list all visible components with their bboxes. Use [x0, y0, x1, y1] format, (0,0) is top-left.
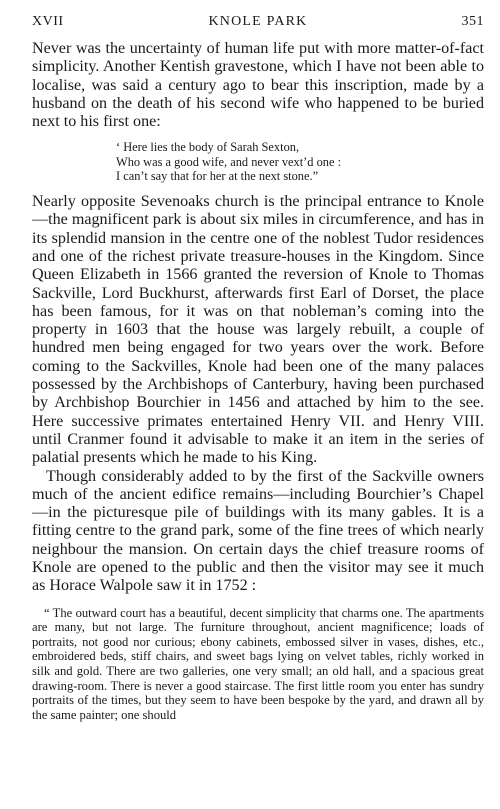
paragraph-knole-history: Nearly opposite Sevenoaks church is the principal entrance to Knole—the magnificent park is about six miles in circumference, and has in its splendid mansion in the centre one of the noblest Tudor residences and one of the richest private treasure-houses in the Kingdom. Since Queen Elizabeth in 1566 granted the reversion of Knole to Thomas Sackville, Lord Buckhurst, afterwards first Earl of Dorset, the place has been famous, for it was on that nobleman’s coming into the property in 1603 that the house was largely rebuilt, a couple of hundred men being engaged for two years over the work. Before coming to the Sackvilles, Knole had been one of the many palaces possessed by the Archbishops of Canterbury, having been purchased by Archbishop Bourchier in 1456 and attached by him to the see. Here successive primates entertained Henry VII. and Henry VIII. until Cranmer found it advisable to make it an item in the series of palatial presents which he made to his King. — [32, 193, 484, 467]
epitaph-line: I can’t say that for her at the next stone.” — [116, 168, 319, 183]
walpole-quotation: “ The outward court has a beautiful, decent simplicity that charms one. The apartments are many, but not large. The furniture throughout, ancient magnificence; loads of portraits, not good nor curious; ebony cabinets, embossed silver in vases, dishes, etc., embroidered beds, stiff chairs, and sweet bags lying on velvet tables, richly worked in silk and gold. There are two galleries, one very small; an old hall, and a spacious great drawing-room. There is never a good staircase. The first little room you enter has sundry portraits of the times, but they seem to have been bespoke by the yard, and drawn all by the same painter; one should — [32, 605, 484, 722]
paragraph-gravestone: Never was the uncertainty of human life put with more matter-of-fact simplicity. Another Kentish gravestone, which I have not been able to localise, was said a century ago to bear this inscription, made by a husband on the death of his second wife who happened to be buried next to his first one: — [32, 40, 484, 131]
book-page — [32, 14, 484, 722]
running-header — [32, 14, 484, 36]
paragraph-sackville-owners: Though considerably added to by the first of the Sackville owners much of the ancient edifice remains—including Bourchier’s Chapel—in the picturesque pile of buildings with its many gables. It is a fitting centre to the grand park, some of the fine trees of which nearly neighbour the mansion. On certain days the chief treasure rooms of Knole are opened to the public and then the visitor may see it much as Horace Walpole saw it in 1752 : — [32, 467, 484, 595]
chapter-numeral: XVII — [32, 14, 64, 29]
epitaph-line: Who was a good wife, and never vext’d one : — [116, 154, 342, 169]
page-number: 351 — [461, 14, 484, 29]
running-title: KNOLE PARK — [208, 14, 308, 29]
epitaph-line: ‘ Here lies the body of Sarah Sexton, — [116, 140, 300, 155]
epitaph-verse — [32, 140, 484, 183]
